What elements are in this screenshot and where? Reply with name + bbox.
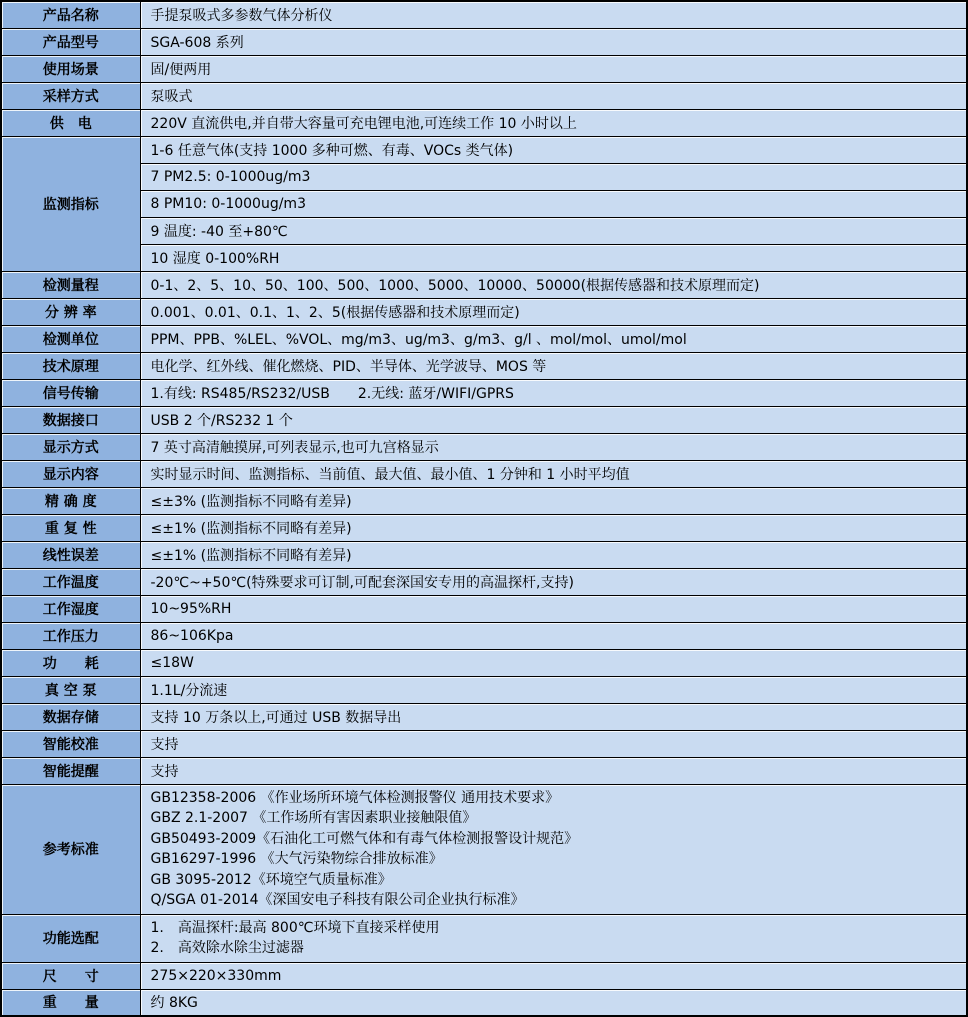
spec-value-cell: 约 8KG (140, 989, 967, 1016)
spec-value-line: GB16297-1996 《大气污染物综合排放标准》 (150, 851, 443, 867)
spec-value-cell: ≤±1% (监测指标不同略有差异) (140, 514, 967, 541)
spec-label-cell: 线性误差 (1, 541, 140, 568)
spec-value-cell: 0.001、0.01、0.1、1、2、5(根据传感器和技术原理而定) (140, 298, 967, 325)
spec-value-cell: 220V 直流供电,并自带大容量可充电锂电池,可连续工作 10 小时以上 (140, 109, 967, 136)
spec-label-cell: 信号传输 (1, 379, 140, 406)
spec-label-cell: 参考标准 (1, 784, 140, 914)
spec-label-cell: 工作温度 (1, 568, 140, 595)
spec-value-cell: 实时显示时间、监测指标、当前值、最大值、最小值、1 分钟和 1 小时平均值 (140, 460, 967, 487)
spec-label-cell: 尺 寸 (1, 962, 140, 989)
spec-row (1, 676, 967, 703)
spec-label-cell: 工作湿度 (1, 595, 140, 622)
spec-value-cell (140, 914, 967, 962)
spec-label-cell: 真 空 泵 (1, 676, 140, 703)
spec-row (1, 109, 967, 136)
spec-row (1, 649, 967, 676)
spec-row (1, 622, 967, 649)
spec-row (1, 784, 967, 914)
spec-row (1, 433, 967, 460)
spec-label-cell: 检测单位 (1, 325, 140, 352)
spec-label-cell: 数据存储 (1, 703, 140, 730)
spec-value-cell: 10 湿度 0-100%RH (140, 244, 967, 271)
spec-row (1, 962, 967, 989)
spec-value-cell: ≤18W (140, 649, 967, 676)
spec-value-cell: 泵吸式 (140, 82, 967, 109)
spec-value-cell: ≤±1% (监测指标不同略有差异) (140, 541, 967, 568)
spec-row (1, 541, 967, 568)
spec-label-cell: 产品型号 (1, 28, 140, 55)
spec-label-cell: 产品名称 (1, 1, 140, 28)
spec-label-cell: 显示内容 (1, 460, 140, 487)
spec-value-cell: ≤±3% (监测指标不同略有差异) (140, 487, 967, 514)
spec-value-cell: 1-6 任意气体(支持 1000 多种可燃、有毒、VOCs 类气体) (140, 136, 967, 163)
spec-value-cell: 支持 10 万条以上,可通过 USB 数据导出 (140, 703, 967, 730)
spec-row (1, 1, 967, 28)
spec-value-cell: SGA-608 系列 (140, 28, 967, 55)
spec-label-cell: 智能校准 (1, 730, 140, 757)
spec-value-line: Q/SGA 01-2014《深国安电子科技有限公司企业执行标准》 (150, 892, 525, 908)
spec-label-cell: 供 电 (1, 109, 140, 136)
spec-row (1, 82, 967, 109)
spec-value-line: 1. 高温探杆:最高 800℃环境下直接采样使用 (150, 919, 440, 936)
spec-value-line: GB 3095-2012《环境空气质量标准》 (150, 871, 392, 888)
spec-row (1, 325, 967, 352)
spec-label-cell: 监测指标 (1, 136, 140, 271)
spec-value-line: GBZ 2.1-2007 《工作场所有害因素职业接触限值》 (150, 810, 477, 826)
spec-value-cell: 手提泵吸式多参数气体分析仪 (140, 1, 967, 28)
spec-label-cell: 使用场景 (1, 55, 140, 82)
spec-row (1, 989, 967, 1016)
spec-value-line: GB50493-2009《石油化工可燃气体和有毒气体检测报警设计规范》 (150, 830, 579, 847)
spec-value-cell: 7 英寸高清触摸屏,可列表显示,也可九宫格显示 (140, 433, 967, 460)
spec-row (1, 244, 967, 271)
spec-row (1, 487, 967, 514)
spec-row (1, 271, 967, 298)
spec-label-cell: 采样方式 (1, 82, 140, 109)
spec-value-cell: 8 PM10: 0-1000ug/m3 (140, 190, 967, 217)
spec-row (1, 379, 967, 406)
spec-row (1, 730, 967, 757)
spec-row (1, 914, 967, 962)
spec-value-cell: 9 温度: -40 至+80℃ (140, 217, 967, 244)
spec-row (1, 55, 967, 82)
spec-value-cell: 支持 (140, 730, 967, 757)
spec-value-cell: 电化学、红外线、催化燃烧、PID、半导体、光学波导、MOS 等 (140, 352, 967, 379)
spec-label-cell: 分 辨 率 (1, 298, 140, 325)
spec-value-cell: 支持 (140, 757, 967, 784)
spec-label-cell: 显示方式 (1, 433, 140, 460)
spec-value-line: 2. 高效除水除尘过滤器 (150, 940, 304, 956)
spec-value-line: GB12358-2006 《作业场所环境气体检测报警仪 通用技术要求》 (150, 789, 560, 806)
spec-row (1, 460, 967, 487)
spec-label-cell: 重 复 性 (1, 514, 140, 541)
spec-label-cell: 数据接口 (1, 406, 140, 433)
spec-row (1, 703, 967, 730)
spec-row (1, 757, 967, 784)
spec-label-cell: 智能提醒 (1, 757, 140, 784)
spec-row (1, 163, 967, 190)
spec-label-cell: 精 确 度 (1, 487, 140, 514)
spec-value-cell: 1.1L/分流速 (140, 676, 967, 703)
spec-label-cell: 技术原理 (1, 352, 140, 379)
spec-label-cell: 工作压力 (1, 622, 140, 649)
spec-row (1, 28, 967, 55)
spec-row (1, 514, 967, 541)
spec-row (1, 298, 967, 325)
spec-value-cell: 10~95%RH (140, 595, 967, 622)
spec-value-cell: 0-1、2、5、10、50、100、500、1000、5000、10000、50000(根据传感器和技术原理而定) (140, 271, 967, 298)
spec-row (1, 595, 967, 622)
spec-value-cell: USB 2 个/RS232 1 个 (140, 406, 967, 433)
spec-row (1, 190, 967, 217)
spec-label-cell: 功 耗 (1, 649, 140, 676)
spec-label-cell: 检测量程 (1, 271, 140, 298)
spec-value-cell (140, 784, 967, 914)
spec-row (1, 217, 967, 244)
spec-value-cell: 86~106Kpa (140, 622, 967, 649)
spec-row (1, 406, 967, 433)
spec-value-cell: 275×220×330mm (140, 962, 967, 989)
spec-row (1, 136, 967, 163)
spec-value-cell: 1.有线: RS485/RS232/USB 2.无线: 蓝牙/WIFI/GPRS (140, 379, 967, 406)
spec-value-cell: 7 PM2.5: 0-1000ug/m3 (140, 163, 967, 190)
spec-label-cell: 重 量 (1, 989, 140, 1016)
spec-row (1, 352, 967, 379)
spec-value-cell: PPM、PPB、%LEL、%VOL、mg/m3、ug/m3、g/m3、g/l 、mol/mol、umol/mol (140, 325, 967, 352)
spec-value-cell: -20℃~+50℃(特殊要求可订制,可配套深国安专用的高温探杆,支持) (140, 568, 967, 595)
spec-value-cell: 固/便两用 (140, 55, 967, 82)
spec-row (1, 568, 967, 595)
spec-label-cell: 功能选配 (1, 914, 140, 962)
spec-table-body (1, 1, 967, 1016)
